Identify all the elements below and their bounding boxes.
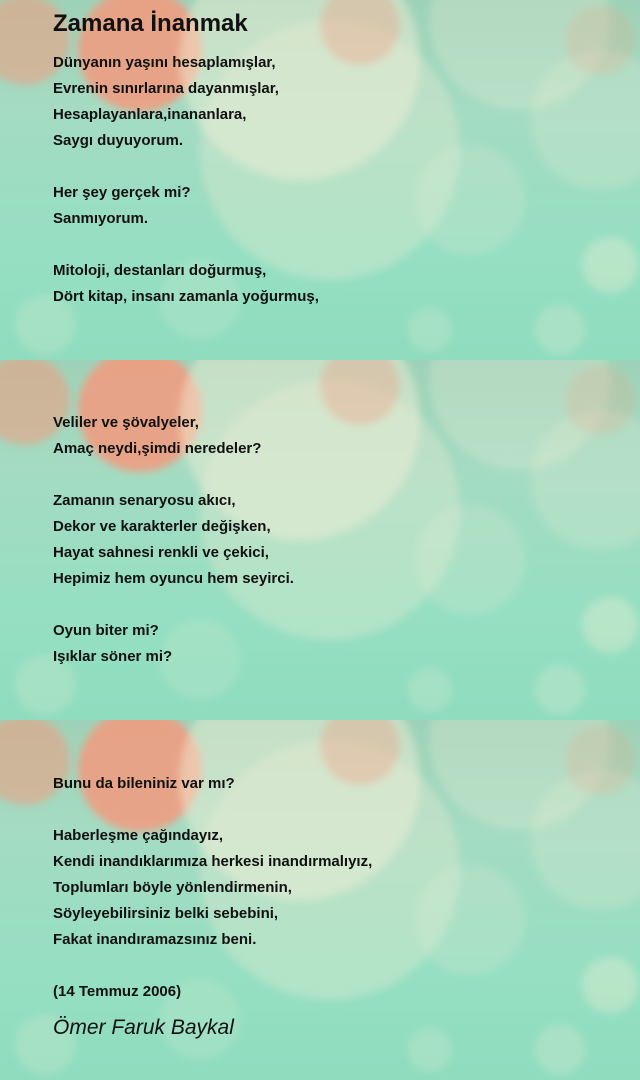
poem-line: Mitoloji, destanları doğurmuş, <box>53 262 267 279</box>
poem-line: Bunu da bileniniz var mı? <box>53 775 235 792</box>
poem-line: Her şey gerçek mi? <box>53 184 191 201</box>
bokeh-circle <box>535 665 585 715</box>
bokeh-circle <box>535 1025 585 1075</box>
poem-line: Fakat inandıramazsınız beni. <box>53 931 257 948</box>
poem-line: Oyun biter mi? <box>53 622 159 639</box>
poem-line: Zamanın senaryosu akıcı, <box>53 492 236 509</box>
poem-line: Işıklar söner mi? <box>53 648 173 665</box>
poem-line: Dekor ve karakterler değişken, <box>53 518 271 535</box>
poem-title: Zamana İnanmak <box>53 10 248 37</box>
poem-line: Hepimiz hem oyuncu hem seyirci. <box>53 570 294 587</box>
bokeh-circle <box>408 1028 452 1072</box>
poem-block <box>53 410 613 670</box>
poem-line: Haberleşme çağındayız, <box>53 827 224 844</box>
poem-line: Söyleyebilirsiniz belki sebebini, <box>53 905 279 922</box>
poem-line: Dünyanın yaşını hesaplamışlar, <box>53 54 276 71</box>
poem-date: (14 Temmuz 2006) <box>53 983 182 1000</box>
bokeh-circle <box>408 308 452 352</box>
bokeh-circle <box>408 668 452 712</box>
poem-line: Kendi inandıklarımıza herkesi inandırmalıyız, <box>53 853 373 870</box>
poem-line: Veliler ve şövalyeler, <box>53 414 199 431</box>
poem-line: Saygı duyuyorum. <box>53 132 184 149</box>
poem-line: Sanmıyorum. <box>53 210 149 227</box>
poem-line: Toplumları böyle yönlendirmenin, <box>53 879 292 896</box>
poem-line: Hesaplayanlara,inananlara, <box>53 106 247 123</box>
poem-block <box>53 771 613 1005</box>
poem-line: Evrenin sınırlarına dayanmışlar, <box>53 80 279 97</box>
poem-line: Dört kitap, insanı zamanla yoğurmuş, <box>53 288 319 305</box>
poem-author: Ömer Faruk Baykal <box>53 1016 234 1039</box>
poem-line: Amaç neydi,şimdi neredeler? <box>53 440 262 457</box>
bokeh-circle <box>535 305 585 355</box>
poem-line: Hayat sahnesi renkli ve çekici, <box>53 544 269 561</box>
poem-block <box>53 50 613 310</box>
